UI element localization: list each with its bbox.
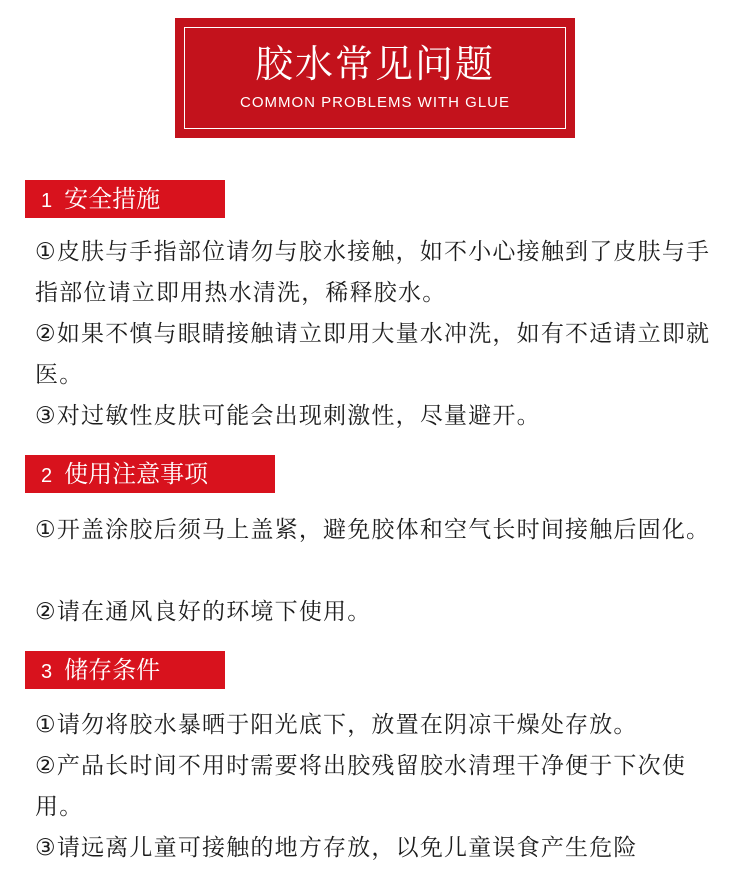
section-title: 安全措施 [64, 185, 161, 213]
section-title: 储存条件 [64, 656, 161, 684]
list-item: ①请勿将胶水暴晒于阳光底下，放置在阴凉干燥处存放。 [35, 712, 638, 738]
list-item: ③请远离儿童可接触的地方存放，以免儿童误食产生危险 [35, 835, 638, 861]
list-item: ②如果不慎与眼睛接触请立即用大量水冲洗，如有不适请立即就医。 [35, 321, 711, 388]
page-title: 胶水常见问题 [254, 42, 495, 86]
section-number: 3 [41, 661, 53, 683]
list-item: ①皮肤与手指部位请勿与胶水接触，如不小心接触到了皮肤与手指部位请立即用热水清洗，稀释胶水。 [35, 239, 711, 306]
section-title: 使用注意事项 [64, 460, 209, 488]
page-subtitle: COMMON PROBLEMS WITH GLUE [239, 94, 511, 111]
section-heading-storage [25, 651, 225, 689]
list-item: ③对过敏性皮肤可能会出现刺激性，尽量避开。 [35, 403, 541, 429]
list-item: ②请在通风良好的环境下使用。 [35, 599, 372, 625]
section-heading-usage [25, 455, 275, 493]
section-heading-safety [25, 180, 225, 218]
list-item: ①开盖涂胶后须马上盖紧，避免胶体和空气长时间接触后固化。 [35, 517, 711, 543]
section-number: 1 [41, 190, 53, 212]
section-number: 2 [41, 465, 53, 487]
title-banner [175, 18, 575, 138]
list-item: ②产品长时间不用时需要将出胶残留胶水清理干净便于下次使用。 [35, 753, 687, 820]
